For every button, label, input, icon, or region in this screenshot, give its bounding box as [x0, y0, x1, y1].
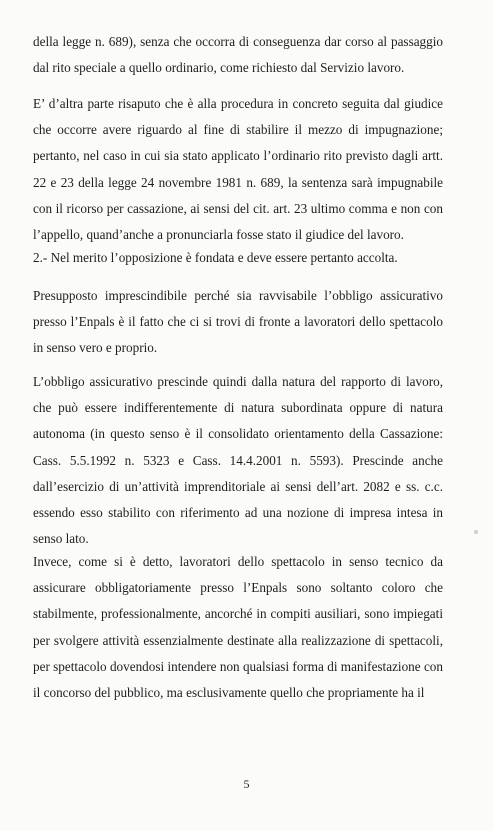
page-number: 5: [243, 777, 250, 791]
paragraph-impugnazione: E’ d’altra parte risaputo che è alla procedura in concreto seguita dal giudice che occorre avere riguardo al fine di stabilire il mezzo di impugnazione; pertanto, nel caso in cui sia stato applicato l’ordinario rito previsto dagli artt. 22 e 23 della legge 24 novembre 1981 n. 689, la sentenza sarà impugnabile con il ricorso per cassazione, ai sensi del cit. art. 23 ultimo comma e non con l’appello, quand’anche a pronunciarla fosse stato il giudice del lavoro.: [33, 96, 443, 243]
paragraph-presupposto: Presupposto imprescindibile perché sia ravvisabile l’obbligo assicurativo presso l’Enpals è il fatto che ci si trovi di fronte a lavoratori dello spettacolo in senso vero e proprio.: [33, 288, 443, 356]
paragraph-continuation: della legge n. 689), senza che occorra di conseguenza dar corso al passaggio dal rito speciale a quello ordinario, come richiesto dal Servizio lavoro.: [33, 34, 443, 76]
paragraph-obbligo-assicurativo: L’obbligo assicurativo prescinde quindi dalla natura del rapporto di lavoro, che può essere indifferentemente di natura subordinata oppure di natura autonoma (in questo senso è il consolidato orientamento della Cassazione: Cass. 5.5.1992 n. 5323 e Cass. 14.4.2001 n. 5593). Prescinde anche dall’esercizio di un’attività imprenditoriale ai sensi dell’art. 2082 e ss. c.c. essendo esso stabilito con riferimento ad una nozione di impresa intesa in senso lato.: [33, 374, 443, 547]
paragraph-merito: 2.- Nel merito l’opposizione è fondata e deve essere pertanto accolta.: [33, 250, 398, 265]
scan-speck: [474, 530, 478, 534]
paragraph-lavoratori-spettacolo: Invece, come si è detto, lavoratori dello spettacolo in senso tecnico da assicurare obbligatoriamente presso l’Enpals sono soltanto coloro che stabilmente, professionalmente, ancorché in compiti ausiliari, sono impiegati per svolgere attività essenzialmente destinate alla realizzazione di spettacoli, per spettacolo dovendosi intendere non qualsiasi forma di manifestazione con il concorso del pubblico, ma esclusivamente quello che propriamente ha il: [33, 554, 443, 701]
